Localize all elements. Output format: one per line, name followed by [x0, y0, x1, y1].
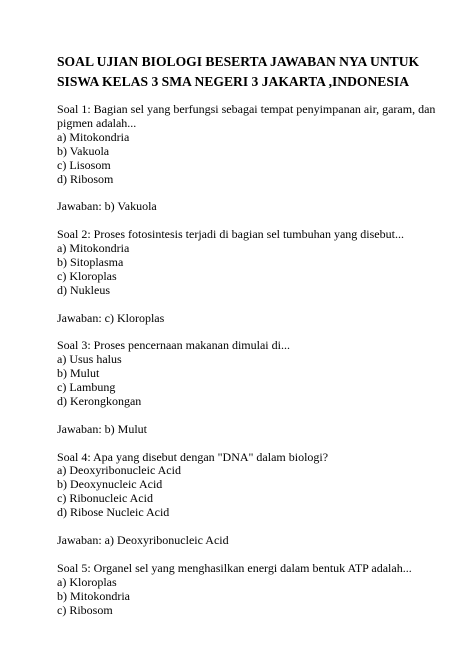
document-title — [57, 52, 437, 92]
question-4 — [57, 451, 457, 521]
option-c: c) Lisosom — [57, 157, 111, 172]
option-a: a) Deoxyribonucleic Acid — [57, 463, 181, 478]
answer-1: Jawaban: b) Vakuola — [57, 199, 157, 214]
option-b: b) Vakuola — [57, 143, 110, 158]
answer-2: Jawaban: c) Kloroplas — [57, 310, 165, 325]
question-text: pigmen adalah... — [57, 115, 137, 130]
option-c: c) Ribosom — [57, 602, 113, 617]
question-text: Soal 3: Proses pencernaan makanan dimulai di... — [57, 338, 290, 353]
option-c: c) Ribonucleic Acid — [57, 491, 153, 506]
option-b: b) Sitoplasma — [57, 254, 124, 269]
question-2 — [57, 228, 457, 298]
question-1 — [57, 103, 457, 186]
option-b: b) Mulut — [57, 366, 100, 381]
title-line-2: SISWA KELAS 3 SMA NEGERI 3 JAKARTA ,INDONESIA — [57, 74, 410, 89]
option-d: d) Kerongkongan — [57, 393, 142, 408]
option-a: a) Mitokondria — [57, 129, 130, 144]
option-a: a) Kloroplas — [57, 574, 117, 589]
question-list — [57, 103, 457, 631]
question-3 — [57, 339, 457, 409]
answer-3: Jawaban: b) Mulut — [57, 421, 147, 436]
title-line-1: SOAL UJIAN BIOLOGI BESERTA JAWABAN NYA UNTUK — [57, 54, 420, 69]
option-a: a) Usus halus — [57, 352, 122, 367]
question-5 — [57, 562, 457, 618]
option-d: d) Ribose Nucleic Acid — [57, 505, 170, 520]
option-d: d) Ribosom — [57, 171, 114, 186]
question-text: Soal 2: Proses fotosintesis terjadi di bagian sel tumbuhan yang disebut... — [57, 227, 404, 242]
option-b: b) Mitokondria — [57, 588, 130, 603]
option-d: d) Nukleus — [57, 282, 110, 297]
option-a: a) Mitokondria — [57, 241, 130, 256]
option-b: b) Deoxynucleic Acid — [57, 477, 163, 492]
option-c: c) Lambung — [57, 380, 116, 395]
question-text: Soal 4: Apa yang disebut dengan "DNA" dalam biologi? — [57, 449, 329, 464]
option-c: c) Kloroplas — [57, 268, 117, 283]
answer-4: Jawaban: a) Deoxyribonucleic Acid — [57, 532, 229, 547]
question-text: Soal 1: Bagian sel yang berfungsi sebagai tempat penyimpanan air, garam, dan — [57, 102, 436, 116]
question-text: Soal 5: Organel sel yang menghasilkan energi dalam bentuk ATP adalah... — [57, 560, 412, 575]
